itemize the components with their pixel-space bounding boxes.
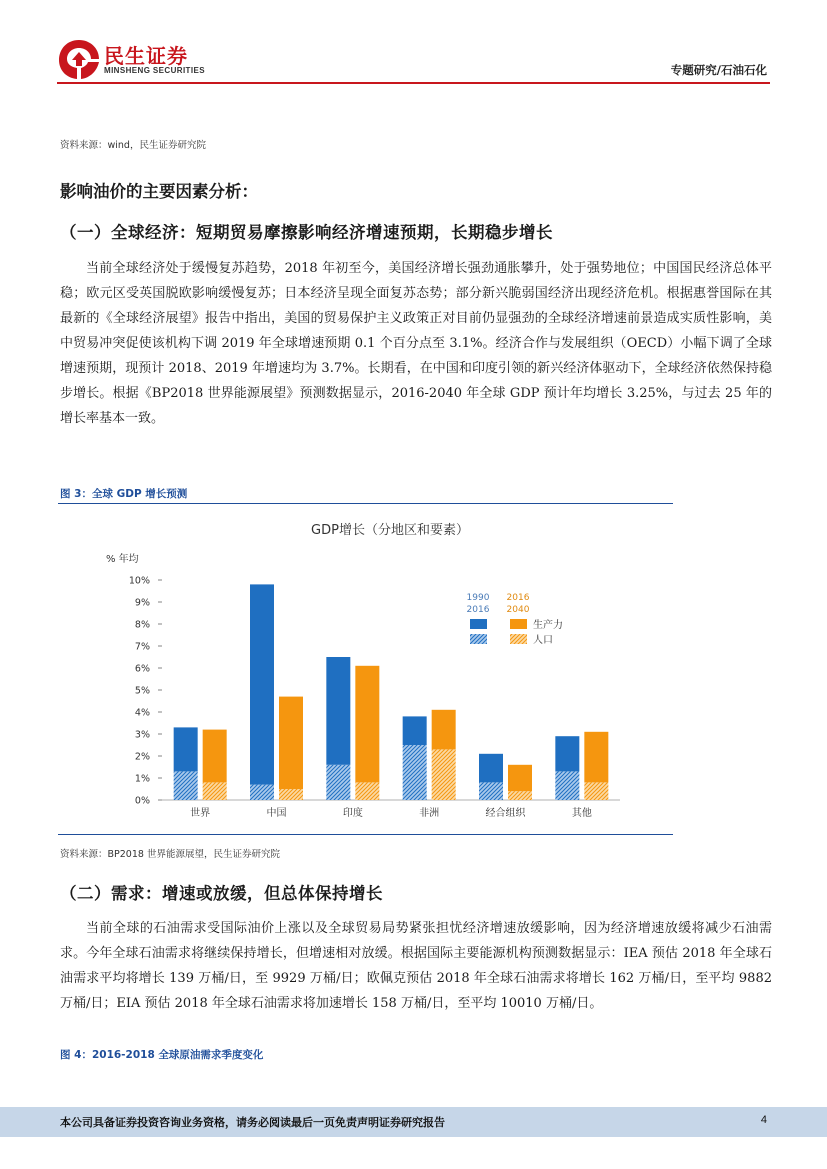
logo-name-cn: 民生证券 — [104, 44, 188, 68]
logo-mark-icon — [57, 38, 101, 80]
chart-title: GDP增长（分地区和要素） — [311, 523, 469, 538]
legend-period2-line1: 2016 — [506, 593, 530, 603]
bar-1990-2016-productivity — [326, 657, 350, 765]
bar-2016-2040-productivity — [279, 697, 303, 789]
legend-population-label: 人口 — [533, 635, 553, 646]
chart-y-label: % 年均 — [106, 554, 139, 565]
y-tick-label: 6% — [134, 663, 150, 675]
bar-2016-2040-productivity — [584, 732, 608, 783]
section2-title: （二）需求：增速或放缓，但总体保持增长 — [60, 884, 383, 903]
bar-1990-2016-productivity — [555, 736, 579, 771]
legend-swatch-p1-population — [470, 634, 487, 644]
bar-2016-2040-population — [432, 749, 456, 800]
y-tick-label: 8% — [134, 619, 150, 631]
x-tick-label: 非洲 — [419, 808, 440, 819]
bar-1990-2016-population — [326, 765, 350, 800]
legend-swatch-p2-population — [510, 634, 527, 644]
bar-1990-2016-productivity — [250, 584, 274, 784]
x-tick-label: 中国 — [266, 808, 287, 819]
bar-1990-2016-population — [403, 745, 427, 800]
footer-disclaimer: 本公司具备证券投资咨询业务资格，请务必阅读最后一页免责声明证券研究报告 — [60, 1116, 445, 1129]
bar-1990-2016-population — [479, 782, 503, 800]
section1-title: （一）全球经济：短期贸易摩擦影响经济增速预期，长期稳步增长 — [60, 223, 553, 242]
bar-2016-2040-population — [355, 782, 379, 800]
bar-2016-2040-population — [508, 791, 532, 800]
source-note-top: 资料来源：wind，民生证券研究院 — [60, 140, 206, 151]
legend-swatch-p2-productivity — [510, 619, 527, 629]
bar-2016-2040-productivity — [508, 765, 532, 791]
report-type: 专题研究/石油石化 — [670, 63, 767, 77]
legend-period1-line2: 2016 — [466, 605, 490, 615]
bar-group — [174, 584, 609, 800]
bar-1990-2016-population — [555, 771, 579, 800]
gdp-growth-chart — [100, 510, 660, 830]
y-tick-label: 7% — [134, 641, 150, 653]
bar-1990-2016-productivity — [403, 716, 427, 745]
section2-paragraph — [60, 916, 772, 1016]
bar-2016-2040-productivity — [203, 730, 227, 783]
figure3-source: 资料来源：BP2018 世界能源展望，民生证券研究院 — [60, 849, 280, 860]
bar-1990-2016-population — [250, 785, 274, 800]
y-tick-label: 3% — [134, 729, 150, 741]
section2-text: 当前全球的石油需求受国际油价上涨以及全球贸易局势紧张担忧经济增速放缓影响，因为经济增速放缓将减少石油需求。今年全球石油需求将继续保持增长，但增速相对放缓。根据国际主要能源机构预测数据显示：IEA 预估 2018 年全球石油需求平均将增长 139 万桶/日，至 9929 万桶/日；欧佩克预估 2018 年全球石油需求将增长 162 万桶/日，至平均 9882 万桶/日；EIA 预估 2018 年全球石油需求将加速增长 158 万桶/日，至平均 10010 万桶/日。 — [60, 921, 772, 1011]
logo-name-en: MINSHENG SECURITIES — [104, 66, 205, 75]
bar-2016-2040-productivity — [432, 710, 456, 750]
bar-1990-2016-productivity — [479, 754, 503, 783]
y-tick-label: 2% — [134, 751, 150, 763]
legend-productivity-label: 生产力 — [533, 620, 563, 631]
legend-period1-line1: 1990 — [466, 593, 490, 603]
page-number: 4 — [760, 1114, 767, 1126]
bar-2016-2040-population — [584, 782, 608, 800]
legend-swatch-p1-productivity — [470, 619, 487, 629]
x-tick-label: 其他 — [571, 808, 592, 819]
section1-text: 当前全球经济处于缓慢复苏趋势，2018 年初至今，美国经济增长强劲通胀攀升，处于强势地位；中国国民经济总体平稳；欧元区受英国脱欧影响缓慢复苏；日本经济呈现全面复苏态势；部分新兴脆弱国经济出现经济危机。根据惠誉国际在其最新的《全球经济展望》报告中指出，美国的贸易保护主义政策正对目前仍显强劲的全球经济增速前景造成实质性影响，美中贸易冲突促使该机构下调 2019 年全球增速预期 0.1 个百分点至 3.1%。经济合作与发展组织（OECD）小幅下调了全球增速预期，现预计 2018、2019 年增速均为 3.7%。长期看，在中国和印度引领的新兴经济体驱动下，全球经济依然保持稳步增长。根据《BP2018 世界能源展望》预测数据显示，2016-2040 年全球 GDP 预计年均增长 3.25%，与过去 25 年的增长率基本一致。 — [60, 261, 772, 426]
x-axis-labels — [190, 806, 592, 819]
x-tick-label: 印度 — [342, 808, 363, 819]
chart-legend — [467, 593, 563, 646]
main-heading: 影响油价的主要因素分析： — [60, 182, 258, 201]
bar-2016-2040-population — [279, 789, 303, 800]
x-tick-label: 世界 — [190, 808, 211, 819]
y-tick-label: 5% — [134, 685, 150, 697]
bar-2016-2040-population — [203, 782, 227, 800]
header-divider — [57, 82, 770, 84]
y-tick-label: 9% — [134, 597, 150, 609]
y-tick-label: 4% — [134, 707, 150, 719]
section1-paragraph — [60, 256, 772, 431]
figure4-caption: 图 4：2016-2018 全球原油需求季度变化 — [60, 1049, 264, 1061]
bar-2016-2040-productivity — [355, 666, 379, 783]
y-tick-label: 10% — [128, 575, 150, 587]
figure3-top-rule — [58, 503, 673, 504]
y-tick-label: 0% — [134, 795, 150, 807]
figure3-bottom-rule — [58, 834, 673, 835]
x-tick-label: 经合组织 — [485, 808, 526, 819]
bar-1990-2016-population — [174, 771, 198, 800]
figure3-caption: 图 3：全球 GDP 增长预测 — [60, 488, 188, 500]
y-tick-label: 1% — [134, 773, 150, 785]
legend-period2-line2: 2040 — [506, 605, 530, 615]
bar-1990-2016-productivity — [174, 727, 198, 771]
